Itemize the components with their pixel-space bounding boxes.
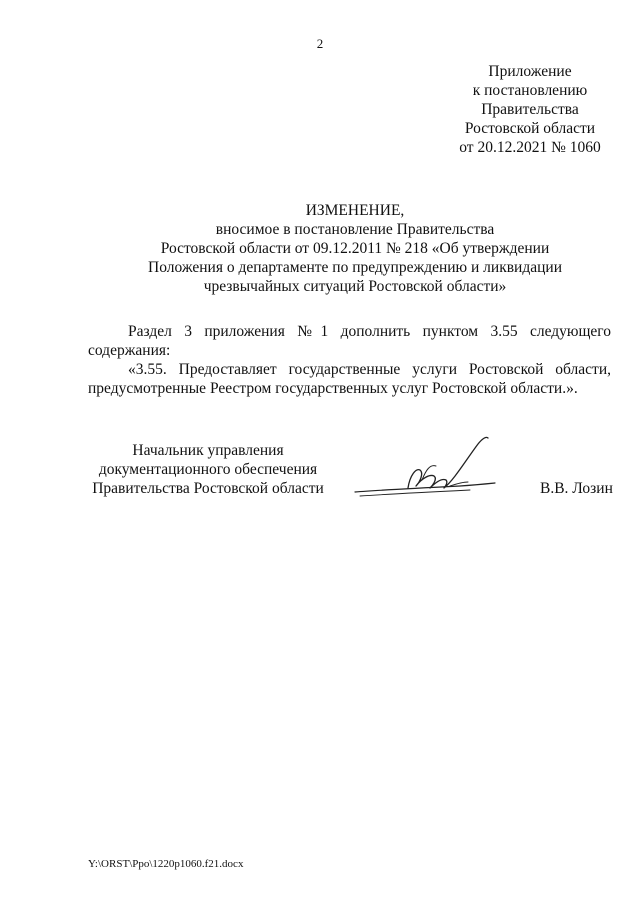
paragraph-line: «3.55. Предоставляет государственные услуги Ростовской области,	[128, 361, 611, 378]
page-number: 2	[316, 36, 324, 51]
paragraph-line: содержания:	[88, 342, 171, 359]
position-line: Начальник управления	[132, 442, 284, 459]
file-path-footer: Y:\ORST\Ppo\1220p1060.f21.docx	[88, 858, 244, 870]
title-line: Положения о департаменте по предупреждению и ликвидации	[148, 259, 562, 276]
position-line: документационного обеспечения	[98, 461, 318, 478]
document-title	[0, 201, 640, 296]
title-line: Ростовской области от 09.12.2011 № 218 «Об утверждении	[160, 240, 550, 257]
appendix-line: от 20.12.2021 № 1060	[459, 139, 601, 156]
appendix-header	[430, 62, 630, 157]
paragraph-line: предусмотренные Реестром государственных услуг Ростовской области.».	[88, 380, 578, 397]
appendix-line: Ростовской области	[464, 120, 596, 137]
paragraph-line: Раздел 3 приложения №1 дополнить пунктом 3.55 следующего	[128, 323, 611, 340]
appendix-line: Приложение	[488, 63, 572, 80]
appendix-line: Правительства	[481, 101, 579, 118]
paragraph-new-item	[88, 360, 611, 398]
handwritten-signature	[350, 430, 500, 510]
title-line: вносимое в постановление Правительства	[215, 221, 495, 238]
paragraph-amendment	[88, 322, 611, 360]
title-line: чрезвычайных ситуаций Ростовской области»	[203, 278, 507, 295]
title-heading: ИЗМЕНЕНИЕ,	[305, 202, 405, 219]
appendix-line: к постановлению	[472, 82, 588, 99]
position-line: Правительства Ростовской области	[92, 480, 324, 497]
document-body	[88, 322, 611, 398]
signer-name: В.В. Лозин	[540, 480, 613, 497]
signatory-position	[88, 441, 328, 498]
